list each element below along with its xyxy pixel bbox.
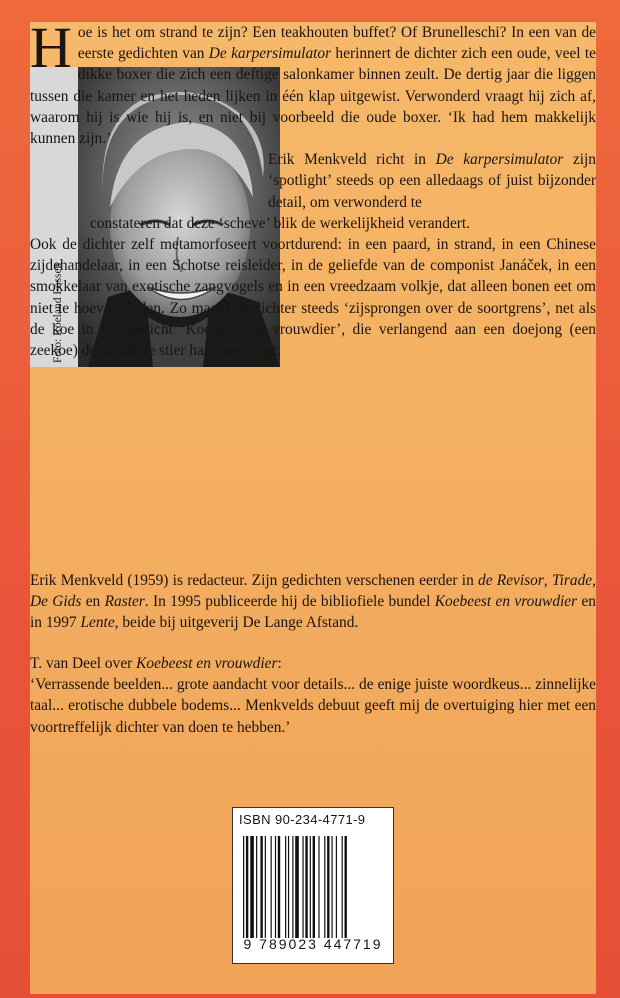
intro-paragraph-2: Erik Menkveld richt in De karpersimulator zijn ‘spotlight’ steeds op een alledaags of juist bijzonder detail, om verwonderd te xyxy=(268,151,596,211)
isbn-barcode xyxy=(232,807,394,964)
intro-paragraph-3: Ook de dichter zelf metamorfoseert voortdurend: in een paard, in strand, in een Chinese zijdehandelaar, in een Schotse reisleider, in de geliefde van de componist Janáček, in een smokkelaar van exotische zangvogels en in een vreedzaam volkje, dat alleen bonen eet om niet te hoeven doden. Zo maakt de dichter steeds ‘zijsprongen over de soortgrens’, net als de koe in het gedicht ‘Koebeest en vrouwdier’, die verlangend aan een doejong (een zeekoe) denkt als de stier haar bespringt. xyxy=(30,236,596,360)
review-quote xyxy=(30,653,596,738)
intro-paragraph-1: Hoe is het om strand te zijn? Een teakhouten buffet? Of Brunelleschi? In een van de eerste gedichten van De karpersimulator herinnert de dichter zich een oude, veel te dikke boxer die zich een deftige salonkamer binnen zeult. De dertig jaar die liggen tussen die kamer en het heden lijken in één klap uitgewist. Verwonderd vraagt hij zich af, waarom hij is wie hij is, en niet bij voorbeeld die oude boxer. ‘Ik had hem makkelijk kunnen zijn.’ xyxy=(30,15,596,148)
review-text: ‘Verrassende beelden... grote aandacht voor details... de enige juiste woordkeus... zinnelijke taal... erotische dubbele bodems... Menkvelds debuut geeft mij de overtuiging hier met een voortreffelijk dichter van doen te hebben.’ xyxy=(30,676,596,736)
drop-cap: H xyxy=(30,15,72,80)
isbn-number: ISBN 90-234-4771-9 xyxy=(239,812,366,827)
review-attribution: T. van Deel over Koebeest en vrouwdier: xyxy=(30,655,282,672)
author-bio: Erik Menkveld (1959) is redacteur. Zijn gedichten verschenen eerder in de Revisor, Tirade, De Gids en Raster. In 1995 publiceerde hij de bibliofiele bundel Koebeest en vrouwdier en in 1997 Lente, beide bij uitgeverij De Lange Afstand. xyxy=(30,572,596,632)
barcode-bars xyxy=(243,836,383,938)
intro-text xyxy=(30,15,596,361)
intro-paragraph-2-end: constateren dat deze ‘scheve’ blik de werkelijkheid verandert. xyxy=(90,214,471,232)
text-panel xyxy=(30,15,596,994)
ean-number: 9 789023 447719 xyxy=(243,936,383,952)
photo-credit: Foto: Roeland Fossen xyxy=(52,262,64,363)
